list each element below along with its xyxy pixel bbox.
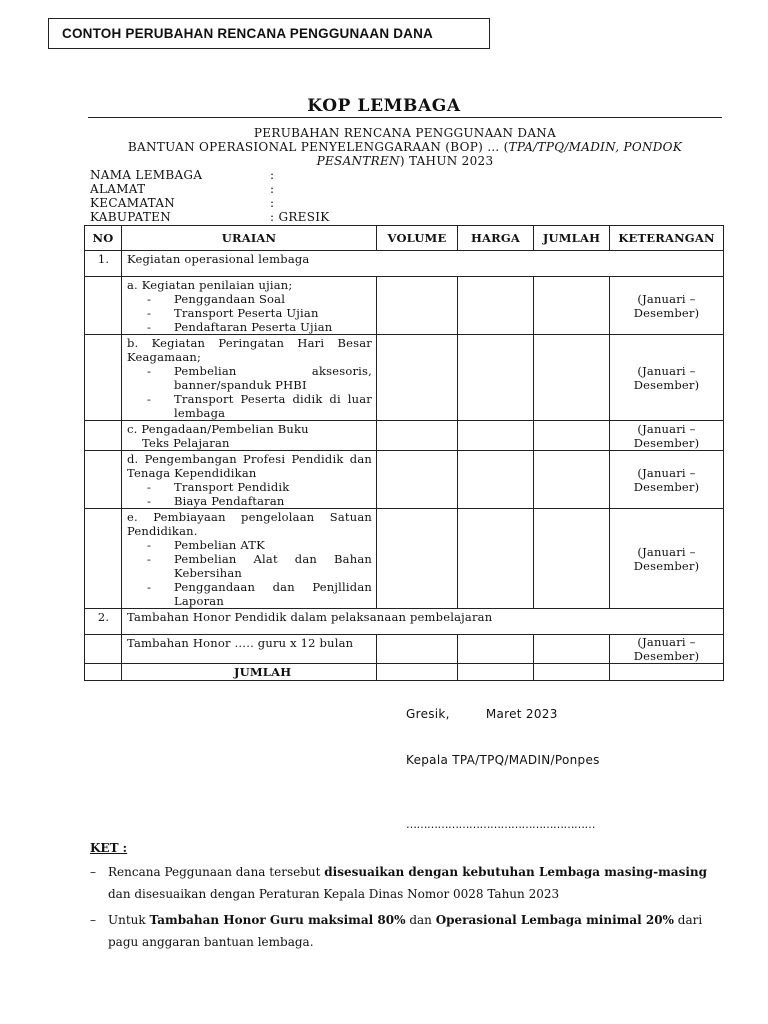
info-row-alamat: ALAMAT : [90,182,275,196]
table-row [85,335,724,421]
title-line-1: PERUBAHAN RENCANA PENGGUNAAN DANA [253,126,557,140]
activity-c: c. Pengadaan/Pembelian Buku Teks Pelajaran [122,421,377,451]
col-header-jumlah: JUMLAH [534,226,610,251]
table-row [85,609,724,635]
signature-place-date: Gresik, Maret 2023 [406,707,558,721]
col-header-volume: VOLUME [377,226,458,251]
section-title: Tambahan Honor Pendidik dalam pelaksanaan pembelajaran [122,609,724,635]
table-row [85,635,724,664]
budget-table [84,225,724,681]
activity-a: a. Kegiatan penilaian ujian; - Penggandaan Soal - Transport Peserta Ujian - Pendaftaran Peserta Ujian [122,277,377,335]
title-line-3: PESANTREN) TAHUN 2023 [316,154,494,168]
table-header-row [85,226,724,251]
info-row-kabupaten: KABUPATEN : GRESIK [90,210,330,224]
note-2: – Untuk Tambahan Honor Guru maksimal 80% dan Operasional Lembaga minimal 20% dari pagu anggaran bantuan lembaga. [90,913,703,949]
header-divider [88,117,722,118]
table-row [85,251,724,277]
keterangan-cell: (Januari – Desember) [610,421,724,451]
keterangan-cell: (Januari – Desember) [610,277,724,335]
total-label: JUMLAH [122,664,377,681]
section-title: Kegiatan operasional lembaga [122,251,724,277]
table-row [85,277,724,335]
row-no: 2. [85,609,122,635]
notes-section [90,837,720,953]
table-row [85,509,724,609]
activity-d: d. Pengembangan Profesi Pendidik dan Tenaga Kependidikan - Transport Pendidik - Biaya Pendaftaran [122,451,377,509]
banner-box [48,18,490,49]
kop-lembaga-heading: KOP LEMBAGA [307,96,461,116]
note-1: – Rencana Peggunaan dana tersebut disesuaikan dengan kebutuhan Lembaga masing-masing dan disesuaikan dengan Peraturan Kepala Dinas Nomor 0028 Tahun 2023 [90,865,708,901]
notes-heading: KET : [90,841,128,855]
title-line-2: BANTUAN OPERASIONAL PENYELENGGARAAN (BOP) … (TPA/TPQ/MADIN, PONDOK [127,140,683,154]
banner-title: CONTOH PERUBAHAN RENCANA PENGGUNAAN DANA [62,26,434,41]
col-header-harga: HARGA [458,226,534,251]
info-row-nama: NAMA LEMBAGA : [90,168,275,182]
institution-info [90,168,330,224]
signature-role: Kepala TPA/TPQ/MADIN/Ponpes [406,753,600,767]
keterangan-cell: (Januari – Desember) [610,635,724,664]
document-title [88,126,722,168]
total-row [85,664,724,681]
table-row [85,451,724,509]
col-header-keterangan: KETERANGAN [610,226,724,251]
col-header-no: NO [85,226,122,251]
keterangan-cell: (Januari – Desember) [610,451,724,509]
activity-b: b. Kegiatan Peringatan Hari Besar Keagamaan; - Pembelian aksesoris, banner/spanduk PHBI - Transport Peserta didik di luar lembaga [122,335,377,421]
activity-e: e. Pembiayaan pengelolaan Satuan Pendidikan. - Pembelian ATK - Pembelian Alat dan Bahan Kebersihan - Penggandaan dan Penjllidan Laporan [122,509,377,609]
table-row [85,421,724,451]
signature-line: ……………………………………………… [406,818,595,831]
info-row-kecamatan: KECAMATAN : [90,196,275,210]
keterangan-cell: (Januari – Desember) [610,509,724,609]
col-header-uraian: URAIAN [122,226,377,251]
row-no: 1. [85,251,122,277]
keterangan-cell: (Januari – Desember) [610,335,724,421]
honor-item: Tambahan Honor ….. guru x 12 bulan [122,635,377,664]
